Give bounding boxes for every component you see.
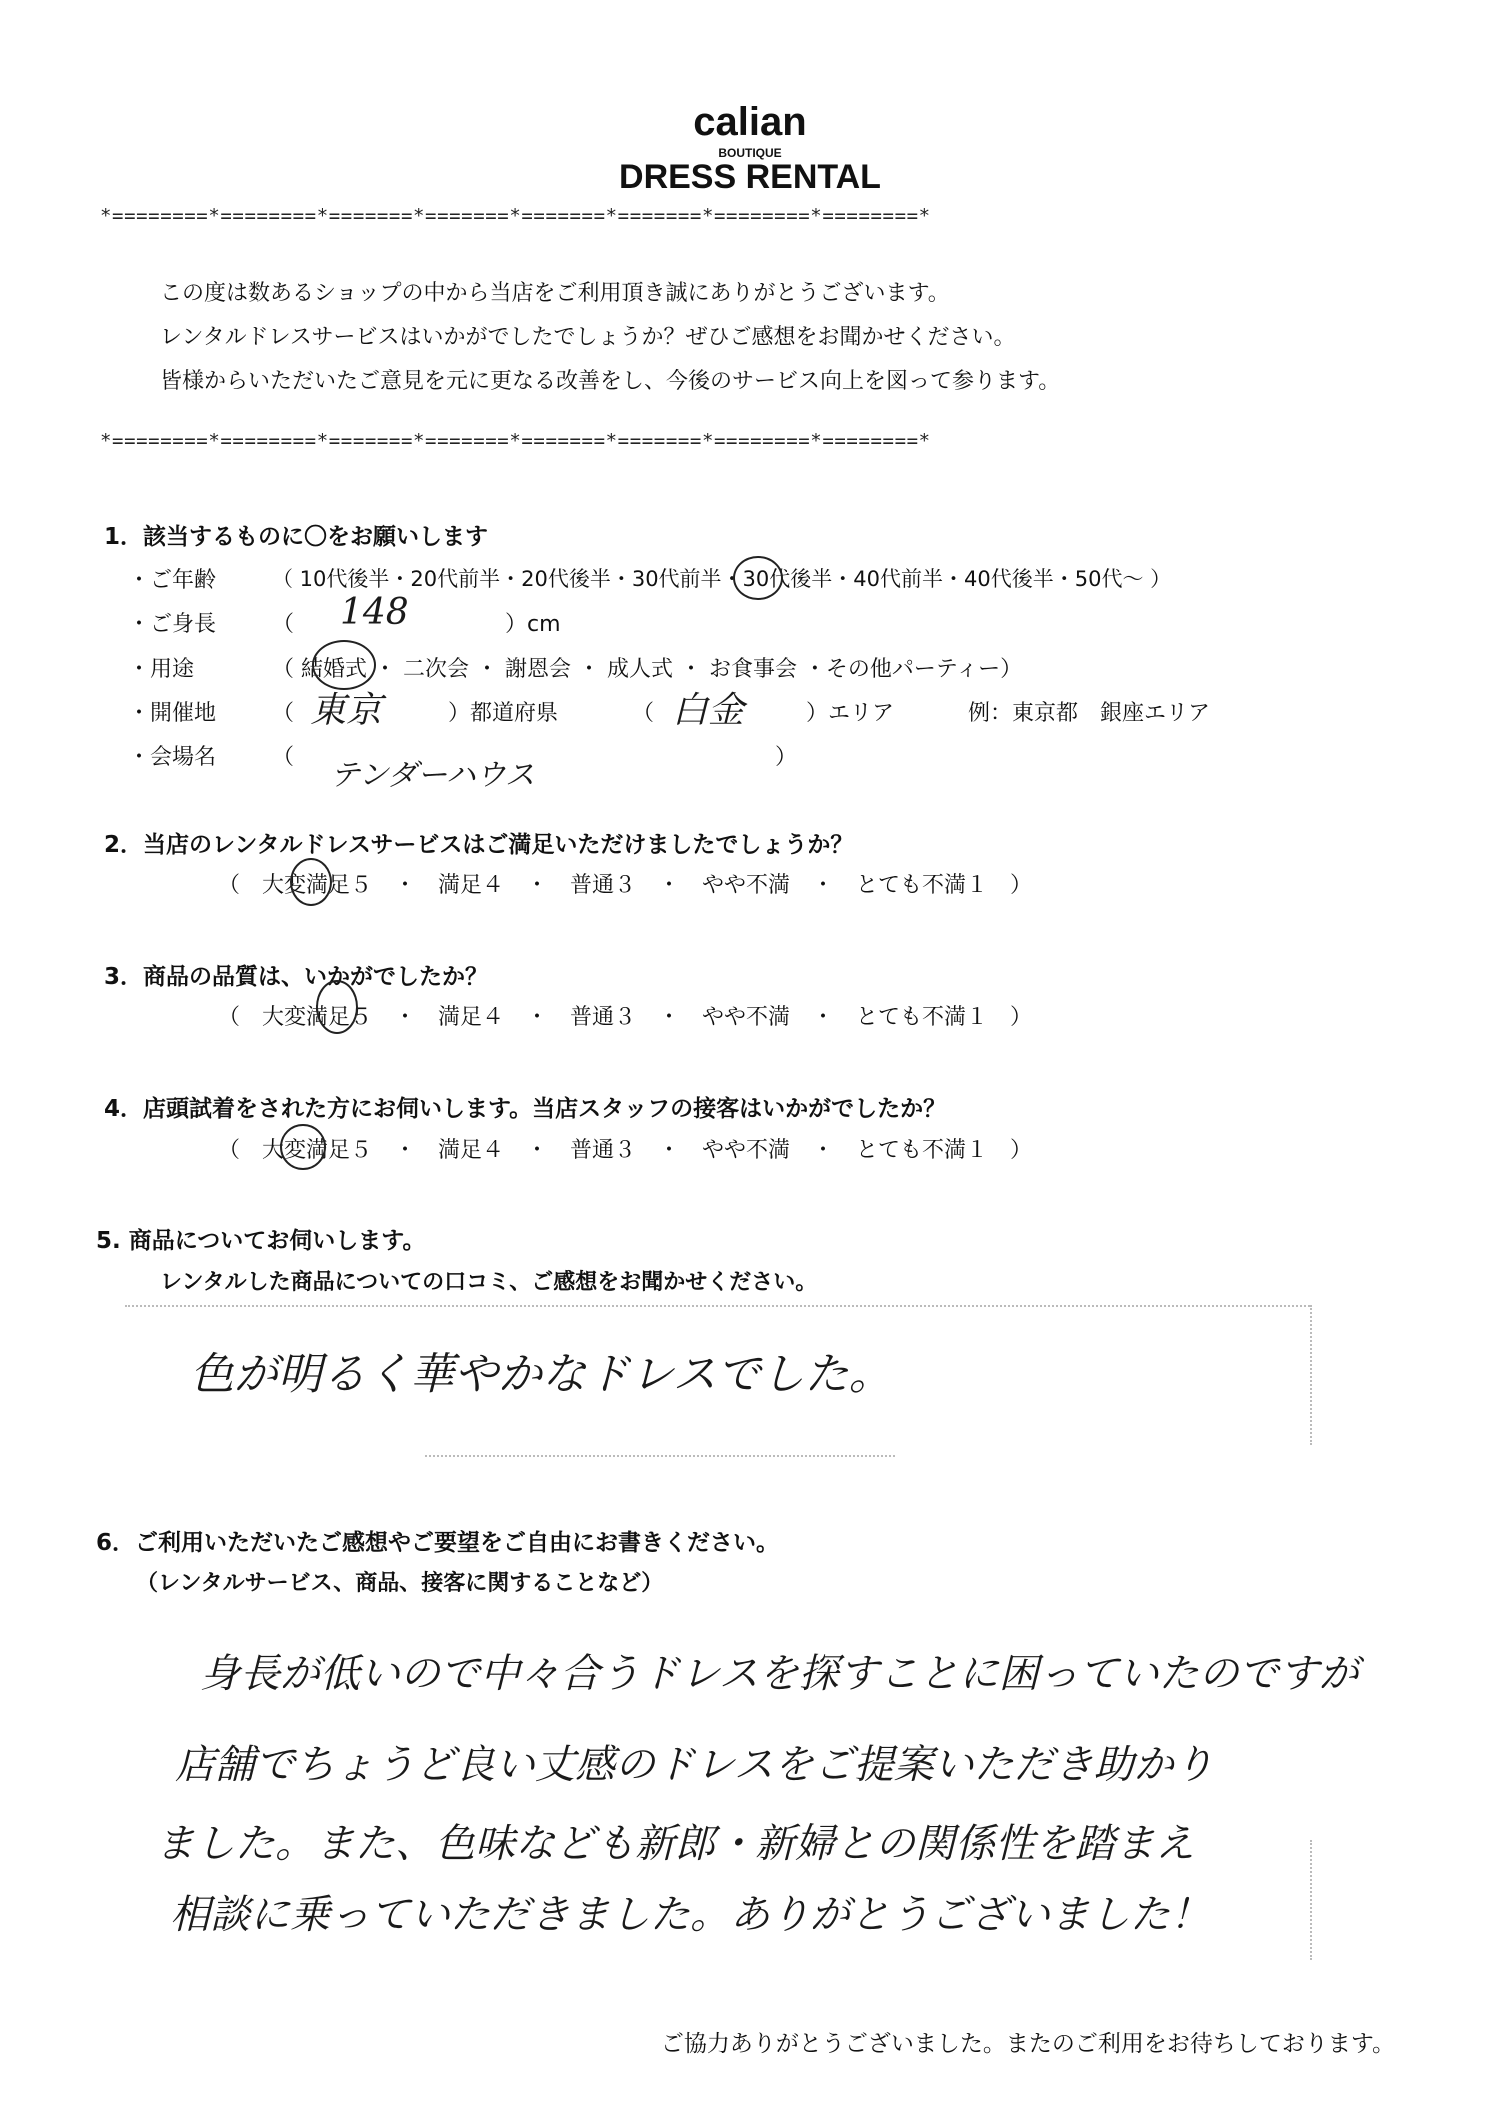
purpose-options: （ 結婚式 ・ 二次会 ・ 謝恩会 ・ 成人式 ・ お食事会 ・その他パーティー） xyxy=(272,657,1023,682)
question-5-title: 5. 商品についてお伺いします。 xyxy=(96,1228,426,1254)
age-options: （ 10代後半・20代前半・20代後半・30代前半・30代後半・40代前半・40代後半・50代～ ） xyxy=(272,567,1172,591)
height-label: ・ご身長 xyxy=(128,612,217,637)
question-6-answer-line-3: ました。また、色味なども新郎・新婦との関係性を踏まえ xyxy=(155,1821,1195,1867)
brand-subtitle: BOUTIQUE xyxy=(718,146,782,160)
intro-line-3: 皆様からいただいたご意見を元に更なる改善をし、今後のサービス向上を図って参ります。 xyxy=(160,369,1061,394)
hall-close-paren: ） xyxy=(775,745,798,770)
hall-label: ・会場名 xyxy=(128,745,217,770)
brand-logo-text: calian xyxy=(693,100,807,144)
intro-line-2: レンタルドレスサービスはいかがでしたでしょうか？ぜひご感想をお聞かせください。 xyxy=(160,325,1016,350)
question-6-answer-line-1: 身長が低いので中々合うドレスを探すことに困っていたのですが xyxy=(200,1651,1359,1697)
question-2-title: 2．当店のレンタルドレスサービスはご満足いただけましたでしょうか？ xyxy=(104,832,854,858)
question-3-selection-circle xyxy=(316,980,358,1034)
question-4-title: 4．店頭試着をされた方にお伺いします。当店スタッフの接客はいかがでしたか？ xyxy=(104,1096,947,1122)
closing-message: ご協力ありがとうございました。またのご利用をお待ちしております。 xyxy=(660,2031,1395,2057)
age-selection-circle xyxy=(733,556,783,600)
question-6-title: 6．ご利用いただいたご感想やご要望をご自由にお書きください。 xyxy=(96,1530,780,1556)
question-6-subtitle: （レンタルサービス、商品、接客に関することなど） xyxy=(136,1571,664,1596)
answer-box-5-right xyxy=(1310,1305,1312,1445)
height-value: 148 xyxy=(340,592,409,633)
separator-bottom: *========*========*=======*=======*=======*=======*========*========* xyxy=(100,430,931,452)
question-1-title: 1．該当するものに〇をお願いします xyxy=(104,524,489,550)
question-6-answer-line-2: 店舗でちょうど良い丈感のドレスをご提案いただき助かり xyxy=(175,1742,1214,1788)
venue-pref-value: 東京 xyxy=(310,690,383,731)
venue-area-close: ）エリア xyxy=(806,701,895,726)
purpose-label: ・用途 xyxy=(128,657,195,682)
question-5-answer: 色が明るく華やかなドレスでした。 xyxy=(190,1349,893,1400)
question-6-answer-line-4: 相談に乗っていただきました。ありがとうございました！ xyxy=(170,1892,1210,1938)
venue-area-value: 白金 xyxy=(672,690,745,731)
age-label: ・ご年齢 xyxy=(128,568,217,593)
intro-line-1: この度は数あるショップの中から当店をご利用頂き誠にありがとうございます。 xyxy=(160,281,950,306)
hall-value: テンダーハウス xyxy=(330,758,535,793)
venue-area-open: （ xyxy=(632,701,655,726)
venue-pref-open: （ xyxy=(272,701,295,726)
question-3-options: （ 大変満足５ ・ 満足４ ・ 普通３ ・ やや不満 ・ とても不満１ ） xyxy=(218,1005,1033,1030)
height-open-paren: （ xyxy=(272,612,295,637)
height-unit: ）cm xyxy=(505,612,561,637)
question-2-selection-circle xyxy=(290,858,332,906)
question-5-subtitle: レンタルした商品についての口コミ、ご感想をお聞かせください。 xyxy=(160,1270,818,1295)
answer-box-6-right xyxy=(1310,1840,1312,1960)
answer-box-5-top xyxy=(125,1305,1310,1307)
venue-example: 例：東京都 銀座エリア xyxy=(968,701,1211,726)
venue-area-label: ・開催地 xyxy=(128,701,217,726)
answer-box-5-bottom xyxy=(425,1455,895,1457)
separator-top: *========*========*=======*=======*=======*=======*========*========* xyxy=(100,205,931,227)
page-title: DRESS RENTAL xyxy=(619,158,881,196)
question-3-title: 3．商品の品質は、いかがでしたか？ xyxy=(104,964,489,990)
venue-pref-close: ）都道府県 xyxy=(448,701,559,726)
question-4-options: （ 大変満足５ ・ 満足４ ・ 普通３ ・ やや不満 ・ とても不満１ ） xyxy=(218,1138,1033,1163)
question-4-selection-circle xyxy=(280,1124,326,1170)
hall-open-paren: （ xyxy=(272,745,295,770)
question-2-options: （ 大変満足５ ・ 満足４ ・ 普通３ ・ やや不満 ・ とても不満１ ） xyxy=(218,873,1033,898)
